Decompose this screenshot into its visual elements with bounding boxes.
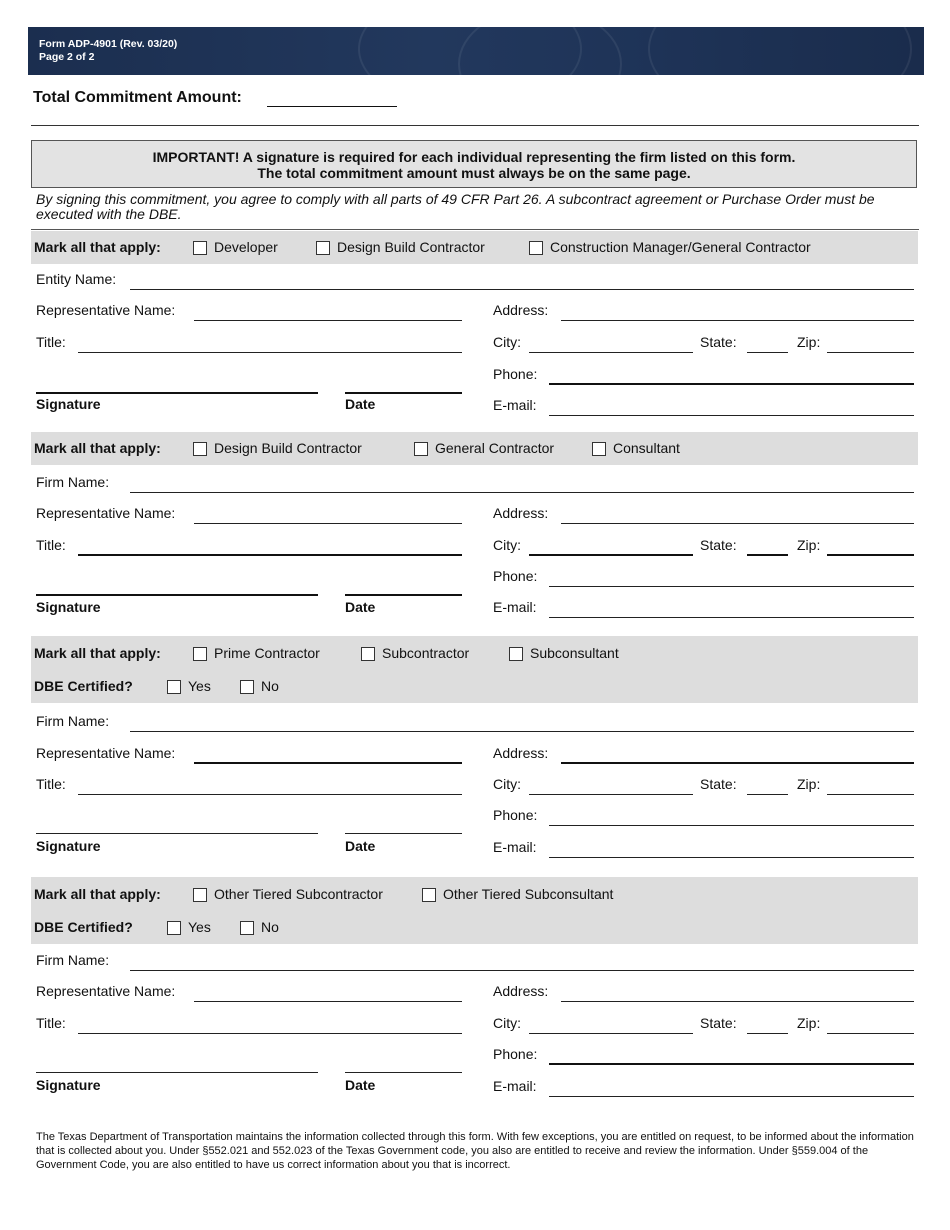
state-field[interactable] <box>747 352 788 353</box>
yes-label: Yes <box>188 678 211 694</box>
zip-label: Zip: <box>797 776 821 792</box>
signature-label: Signature <box>36 599 101 615</box>
total-commitment-label: Total Commitment Amount: <box>33 89 242 106</box>
option-label: General Contractor <box>435 440 555 456</box>
email-field[interactable] <box>549 857 914 858</box>
option-label: Prime Contractor <box>214 645 320 661</box>
zip-field[interactable] <box>827 794 914 795</box>
total-commitment-field[interactable] <box>267 106 397 107</box>
form-id: Form ADP-4901 (Rev. 03/20) <box>39 38 178 50</box>
rep-name-label: Representative Name: <box>36 302 176 318</box>
checkbox-general-contractor[interactable] <box>414 442 428 456</box>
signature-field[interactable] <box>36 392 318 394</box>
title-field[interactable] <box>78 1033 462 1034</box>
title-label: Title: <box>36 537 66 553</box>
email-field[interactable] <box>549 415 914 416</box>
address-field[interactable] <box>561 320 914 321</box>
date-field[interactable] <box>345 833 462 834</box>
signature-label: Signature <box>36 396 101 412</box>
email-label: E-mail: <box>493 1078 537 1094</box>
intro-statement: By signing this commitment, you agree to comply with all parts of 49 CFR Part 26. A subcontract agreement or Purchase Order must be executed with the DBE. <box>36 191 875 222</box>
phone-field[interactable] <box>549 825 914 826</box>
city-field[interactable] <box>529 554 693 556</box>
checkbox-dbe-no[interactable] <box>240 921 254 935</box>
city-label: City: <box>493 334 521 350</box>
firm-name-label: Firm Name: <box>36 474 110 490</box>
phone-label: Phone: <box>493 366 538 382</box>
phone-field[interactable] <box>549 586 914 587</box>
important-notice <box>31 140 917 188</box>
rep-name-label: Representative Name: <box>36 983 176 999</box>
email-label: E-mail: <box>493 599 537 615</box>
privacy-notice: The Texas Department of Transportation maintains the information collected through this form. With few exceptions, you are entitled on request, to be informed about the information that is collected about you. Under §552.021 and 552.023 of the Texas Government code, you also are entitled to receive and review the information. Under §559.004 of the Government Code, you are also entitled to have us correct information about you that is incorrect. <box>36 1131 914 1171</box>
phone-field[interactable] <box>549 1063 914 1065</box>
mark-all-label: Mark all that apply: <box>34 239 161 255</box>
no-label: No <box>261 919 279 935</box>
date-field[interactable] <box>345 392 462 394</box>
phone-label: Phone: <box>493 568 538 584</box>
firm-name-label: Firm Name: <box>36 713 110 729</box>
city-label: City: <box>493 776 521 792</box>
rep-name-field[interactable] <box>194 523 462 524</box>
zip-field[interactable] <box>827 554 914 556</box>
divider <box>31 125 919 126</box>
important-line-1: IMPORTANT! A signature is required for each individual representing the firm listed on this form. <box>152 149 796 165</box>
state-field[interactable] <box>747 1033 788 1034</box>
signature-label: Signature <box>36 1077 101 1093</box>
title-label: Title: <box>36 776 66 792</box>
city-label: City: <box>493 537 521 553</box>
city-field[interactable] <box>529 794 693 795</box>
zip-field[interactable] <box>827 1033 914 1034</box>
state-label: State: <box>700 334 737 350</box>
state-field[interactable] <box>747 554 788 556</box>
entity-name-label: Entity Name: <box>36 271 117 287</box>
checkbox-design-build-contractor[interactable] <box>193 442 207 456</box>
state-label: State: <box>700 1015 737 1031</box>
date-field[interactable] <box>345 1072 462 1073</box>
checkbox-consultant[interactable] <box>592 442 606 456</box>
option-label: Construction Manager/General Contractor <box>550 239 811 255</box>
checkbox-other-tiered-subconsultant[interactable] <box>422 888 436 902</box>
email-field[interactable] <box>549 1096 914 1097</box>
zip-label: Zip: <box>797 1015 821 1031</box>
phone-field[interactable] <box>549 383 914 385</box>
state-label: State: <box>700 776 737 792</box>
firm-name-field[interactable] <box>130 492 914 493</box>
date-label: Date <box>345 599 376 615</box>
email-field[interactable] <box>549 617 914 618</box>
rep-name-field[interactable] <box>194 1001 462 1002</box>
email-label: E-mail: <box>493 397 537 413</box>
date-label: Date <box>345 396 376 412</box>
mark-all-label: Mark all that apply: <box>34 645 161 661</box>
date-field[interactable] <box>345 594 462 596</box>
checkbox-dbe-yes[interactable] <box>167 680 181 694</box>
address-label: Address: <box>493 983 549 999</box>
state-label: State: <box>700 537 737 553</box>
checkbox-cm-general-contractor[interactable] <box>529 241 543 255</box>
phone-label: Phone: <box>493 1046 538 1062</box>
option-label: Other Tiered Subcontractor <box>214 886 383 902</box>
state-field[interactable] <box>747 794 788 795</box>
checkbox-design-build-contractor[interactable] <box>316 241 330 255</box>
checkbox-subconsultant[interactable] <box>509 647 523 661</box>
option-label: Design Build Contractor <box>214 440 362 456</box>
address-field[interactable] <box>561 523 914 524</box>
rep-name-field[interactable] <box>194 320 462 321</box>
firm-name-field[interactable] <box>130 970 914 971</box>
city-field[interactable] <box>529 352 693 353</box>
important-line-2: The total commitment amount must always be on the same page. <box>257 165 691 181</box>
checkbox-dbe-no[interactable] <box>240 680 254 694</box>
phone-label: Phone: <box>493 807 538 823</box>
entity-name-field[interactable] <box>130 289 914 290</box>
option-label: Consultant <box>613 440 680 456</box>
mark-all-label: Mark all that apply: <box>34 886 161 902</box>
title-label: Title: <box>36 334 66 350</box>
title-field[interactable] <box>78 794 462 795</box>
mark-all-label: Mark all that apply: <box>34 440 161 456</box>
city-label: City: <box>493 1015 521 1031</box>
checkbox-subcontractor[interactable] <box>361 647 375 661</box>
address-label: Address: <box>493 505 549 521</box>
checkbox-dbe-yes[interactable] <box>167 921 181 935</box>
checkbox-other-tiered-subcontractor[interactable] <box>193 888 207 902</box>
yes-label: Yes <box>188 919 211 935</box>
dbe-certified-label: DBE Certified? <box>34 678 133 694</box>
address-label: Address: <box>493 302 549 318</box>
address-field[interactable] <box>561 1001 914 1002</box>
date-label: Date <box>345 1077 376 1093</box>
title-label: Title: <box>36 1015 66 1031</box>
email-label: E-mail: <box>493 839 537 855</box>
page-number: Page 2 of 2 <box>39 51 95 63</box>
option-label: Subconsultant <box>530 645 619 661</box>
no-label: No <box>261 678 279 694</box>
divider <box>31 229 919 230</box>
zip-label: Zip: <box>797 537 821 553</box>
signature-field[interactable] <box>36 833 318 834</box>
option-label: Subcontractor <box>382 645 470 661</box>
option-label: Developer <box>214 239 278 255</box>
zip-field[interactable] <box>827 352 914 353</box>
rep-name-label: Representative Name: <box>36 505 176 521</box>
signature-label: Signature <box>36 838 101 854</box>
firm-name-label: Firm Name: <box>36 952 110 968</box>
option-label: Design Build Contractor <box>337 239 485 255</box>
city-field[interactable] <box>529 1033 693 1034</box>
date-label: Date <box>345 838 376 854</box>
address-label: Address: <box>493 745 549 761</box>
rep-name-label: Representative Name: <box>36 745 176 761</box>
rep-name-field[interactable] <box>194 762 462 764</box>
address-field[interactable] <box>561 762 914 764</box>
title-field[interactable] <box>78 554 462 556</box>
firm-name-field[interactable] <box>130 731 914 732</box>
dbe-certified-label: DBE Certified? <box>34 919 133 935</box>
section-3-options-band <box>31 636 918 703</box>
checkbox-prime-contractor[interactable] <box>193 647 207 661</box>
signature-field[interactable] <box>36 594 318 596</box>
signature-field[interactable] <box>36 1072 318 1073</box>
title-field[interactable] <box>78 352 462 353</box>
zip-label: Zip: <box>797 334 821 350</box>
form-header-banner <box>28 27 924 75</box>
checkbox-developer[interactable] <box>193 241 207 255</box>
option-label: Other Tiered Subconsultant <box>443 886 614 902</box>
